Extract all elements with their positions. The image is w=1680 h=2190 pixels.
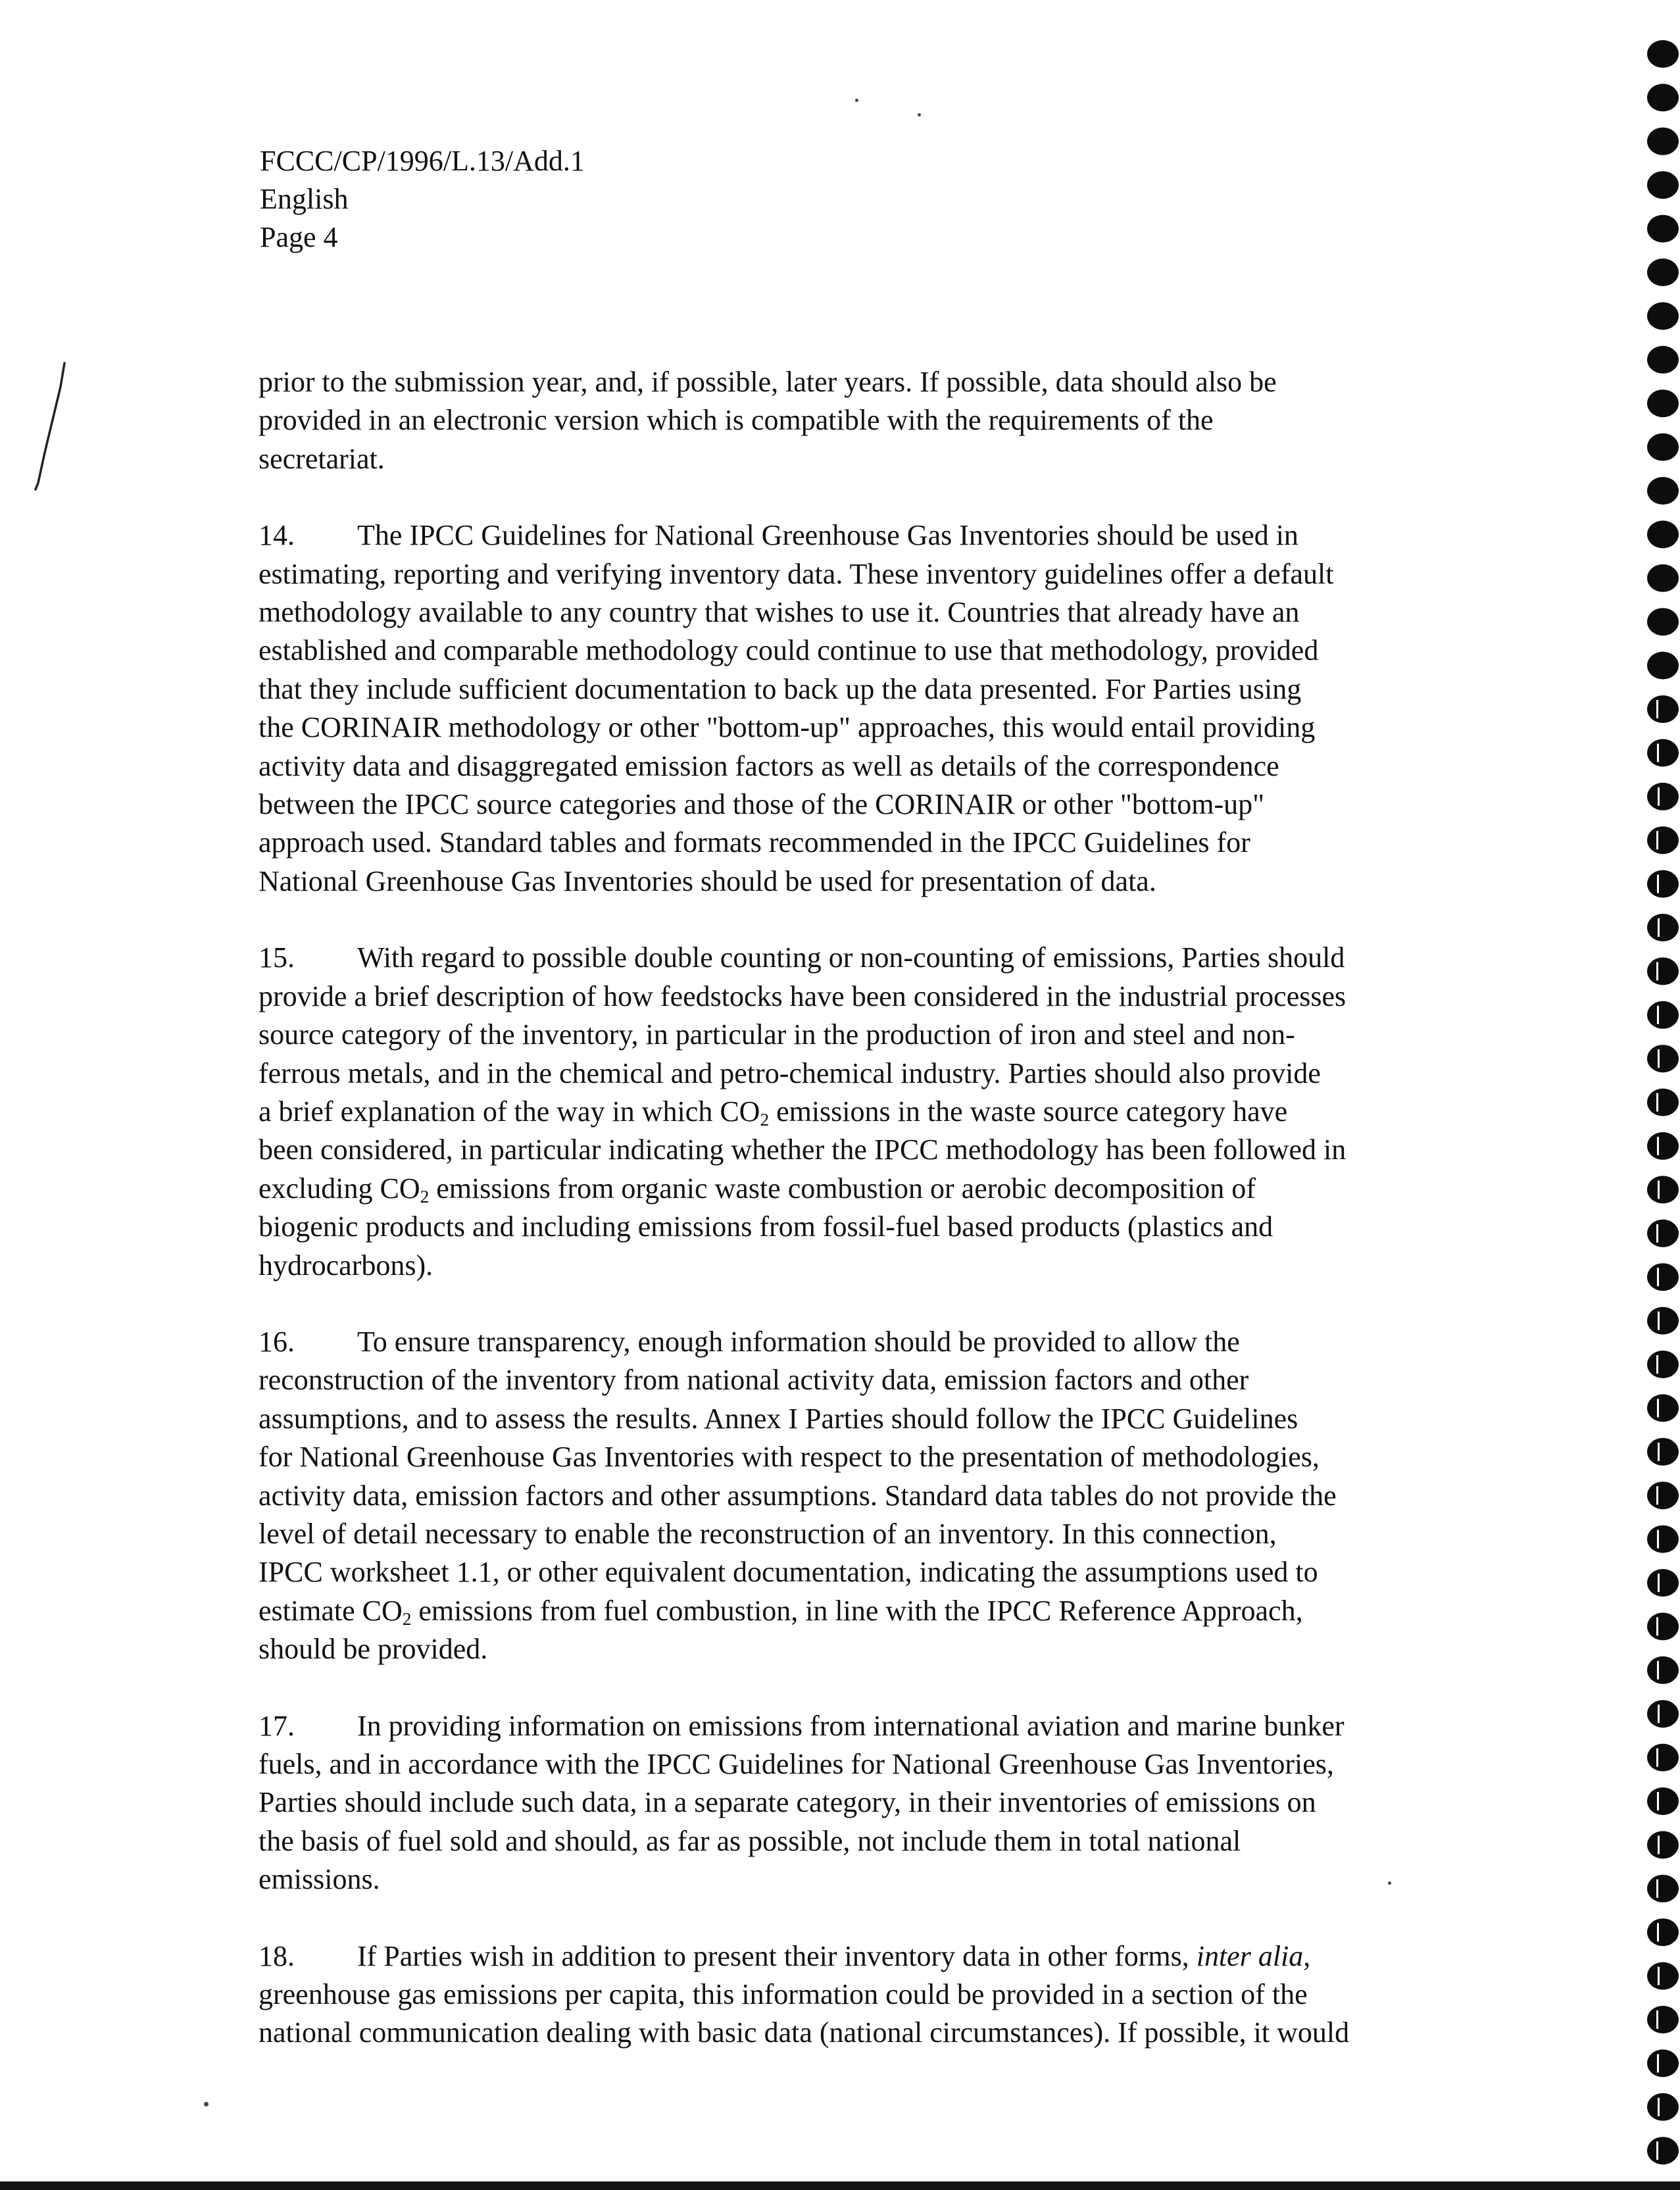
text-line bbox=[259, 709, 1564, 747]
paragraph-number: 17. bbox=[259, 1709, 295, 1742]
text-line bbox=[259, 1131, 1564, 1169]
subscript: 2 bbox=[402, 1608, 412, 1629]
paragraph bbox=[259, 1323, 1564, 1669]
binding-hole bbox=[1647, 914, 1679, 941]
binding-hole bbox=[1647, 826, 1679, 854]
text-line bbox=[259, 1361, 1564, 1399]
scan-speck bbox=[918, 113, 921, 116]
binding-hole bbox=[1647, 477, 1679, 505]
line-text: secretariat. bbox=[259, 442, 385, 475]
text-line bbox=[259, 1745, 1564, 1783]
line-text: To ensure transparency, enough information should be provided to allow the bbox=[357, 1325, 1240, 1358]
binding-hole bbox=[1647, 1612, 1679, 1640]
binding-holes bbox=[1634, 33, 1680, 2190]
binding-hole-highlight bbox=[1657, 1399, 1659, 1417]
text-line bbox=[259, 1323, 1564, 1361]
line-text: should be provided. bbox=[259, 1633, 488, 1666]
document-language: English bbox=[260, 183, 349, 215]
binding-hole bbox=[1647, 870, 1679, 898]
binding-hole bbox=[1647, 1700, 1679, 1728]
binding-hole-highlight bbox=[1656, 2010, 1658, 2029]
document-header bbox=[260, 142, 585, 257]
scan-speck bbox=[855, 99, 858, 102]
line-text: established and comparable methodology could continue to use that methodology, provided bbox=[259, 634, 1319, 667]
binding-hole bbox=[1647, 40, 1679, 68]
text-line bbox=[259, 1822, 1564, 1860]
binding-hole-highlight bbox=[1657, 1923, 1659, 1941]
text-line bbox=[259, 440, 1564, 478]
line-text: the basis of fuel sold and should, as far as possible, not include them in total national bbox=[259, 1824, 1241, 1857]
text-line bbox=[259, 516, 1564, 555]
binding-hole bbox=[1647, 1481, 1679, 1509]
binding-hole-highlight bbox=[1658, 1574, 1660, 1592]
binding-hole bbox=[1647, 1176, 1679, 1203]
paragraph bbox=[259, 1937, 1564, 2053]
binding-hole bbox=[1647, 346, 1679, 374]
line-text: level of detail necessary to enable the reconstruction of an inventory. In this connection, bbox=[259, 1517, 1277, 1550]
text-line bbox=[259, 1055, 1564, 1093]
binding-hole bbox=[1647, 1351, 1679, 1378]
line-text: provide a brief description of how feedstocks have been considered in the industrial processes bbox=[259, 980, 1346, 1012]
line-text: been considered, in particular indicating whether the IPCC methodology has been followed in bbox=[259, 1133, 1346, 1166]
binding-hole bbox=[1647, 1307, 1679, 1335]
text-line bbox=[259, 1783, 1564, 1822]
binding-hole bbox=[1647, 1220, 1679, 1247]
text-line bbox=[259, 1937, 1564, 1976]
binding-hole bbox=[1647, 434, 1679, 461]
line-text: methodology available to any country that wishes to use it. Countries that already have an bbox=[259, 596, 1300, 629]
line-text: assumptions, and to assess the results. Annex I Parties should follow the IPCC Guidelines bbox=[259, 1402, 1298, 1435]
binding-hole bbox=[1647, 259, 1679, 286]
binding-hole bbox=[1647, 1089, 1679, 1116]
line-text: fuels, and in accordance with the IPCC Guidelines for National Greenhouse Gas Inventories, bbox=[259, 1748, 1334, 1780]
binding-hole bbox=[1647, 783, 1679, 810]
line-text: between the IPCC source categories and those of the CORINAIR or other "bottom-up" bbox=[259, 788, 1265, 821]
text-line bbox=[259, 1477, 1564, 1515]
line-text: national communication dealing with basic data (national circumstances). If possible, it would bbox=[259, 2016, 1350, 2049]
binding-hole bbox=[1647, 302, 1679, 330]
text-line bbox=[259, 1515, 1564, 1553]
line-text: greenhouse gas emissions per capita, this information could be provided in a section of the bbox=[259, 1978, 1308, 2011]
binding-hole bbox=[1647, 1962, 1679, 1990]
text-line bbox=[259, 555, 1564, 593]
paragraph bbox=[259, 939, 1564, 1285]
binding-hole-highlight bbox=[1657, 1530, 1659, 1549]
document-symbol: FCCC/CP/1996/L.13/Add.1 bbox=[260, 145, 585, 177]
line-text: biogenic products and including emissions from fossil-fuel based products (plastics and bbox=[259, 1210, 1273, 1243]
binding-hole-highlight bbox=[1657, 2054, 1659, 2072]
text-line bbox=[259, 1400, 1564, 1438]
text-line bbox=[259, 1208, 1564, 1246]
text-line bbox=[259, 1860, 1564, 1899]
binding-hole-highlight bbox=[1656, 1093, 1658, 1112]
text-line bbox=[259, 632, 1564, 670]
text-line bbox=[259, 1093, 1564, 1131]
text-line bbox=[259, 2014, 1564, 2052]
line-text: In providing information on emissions from international aviation and marine bunker bbox=[357, 1709, 1345, 1742]
binding-hole bbox=[1647, 2006, 1679, 2033]
binding-hole bbox=[1647, 1394, 1679, 1422]
line-text: Parties should include such data, in a separate category, in their inventories of emissions on bbox=[259, 1786, 1316, 1819]
binding-hole bbox=[1647, 1526, 1679, 1553]
binding-hole-highlight bbox=[1657, 1661, 1659, 1680]
binding-hole bbox=[1647, 2137, 1679, 2164]
binding-hole-highlight bbox=[1657, 1006, 1659, 1024]
binding-hole bbox=[1647, 1918, 1679, 1946]
line-text: The IPCC Guidelines for National Greenhouse Gas Inventories should be used in bbox=[357, 519, 1298, 552]
line-text: ferrous metals, and in the chemical and petro-chemical industry. Parties should also provide bbox=[259, 1057, 1321, 1089]
line-text: excluding CO bbox=[259, 1172, 420, 1205]
paragraph bbox=[259, 516, 1564, 901]
line-text: activity data, emission factors and other assumptions. Standard data tables do not provide the bbox=[259, 1479, 1337, 1512]
binding-hole bbox=[1647, 957, 1679, 985]
binding-hole-highlight bbox=[1656, 962, 1658, 980]
binding-hole bbox=[1647, 520, 1679, 548]
binding-hole-highlight bbox=[1657, 875, 1659, 893]
binding-hole-highlight bbox=[1656, 1355, 1658, 1374]
text-line bbox=[259, 1707, 1564, 1745]
text-line bbox=[259, 978, 1564, 1016]
line-text: With regard to possible double counting or non-counting of emissions, Parties should bbox=[357, 941, 1345, 974]
italic-text: inter alia bbox=[1196, 1939, 1304, 1972]
margin-pen-mark bbox=[26, 361, 72, 492]
line-text: emissions. bbox=[259, 1863, 380, 1896]
binding-hole bbox=[1647, 695, 1679, 723]
text-line bbox=[259, 939, 1564, 977]
binding-hole bbox=[1647, 128, 1679, 155]
binding-hole-highlight bbox=[1658, 1312, 1660, 1330]
binding-hole-highlight bbox=[1656, 1879, 1658, 1898]
text-line bbox=[259, 1438, 1564, 1476]
binding-hole-highlight bbox=[1658, 1835, 1660, 1854]
text-line bbox=[259, 670, 1564, 709]
text-line bbox=[259, 824, 1564, 862]
binding-hole bbox=[1647, 389, 1679, 417]
binding-hole-highlight bbox=[1656, 831, 1658, 849]
binding-hole-highlight bbox=[1656, 700, 1658, 718]
binding-hole bbox=[1647, 1045, 1679, 1072]
binding-hole-highlight bbox=[1658, 1180, 1660, 1199]
binding-hole bbox=[1647, 1787, 1679, 1815]
text-line bbox=[259, 785, 1564, 824]
binding-hole bbox=[1647, 1744, 1679, 1772]
binding-hole-highlight bbox=[1658, 2098, 1660, 2116]
line-text: National Greenhouse Gas Inventories should be used for presentation of data. bbox=[259, 864, 1156, 897]
line-text: IPCC worksheet 1.1, or other equivalent documentation, indicating the assumptions used to bbox=[259, 1556, 1318, 1589]
binding-hole-highlight bbox=[1658, 1443, 1660, 1461]
binding-hole bbox=[1647, 1831, 1679, 1858]
line-text: If Parties wish in addition to present their inventory data in other forms, bbox=[357, 1939, 1197, 1972]
binding-hole-highlight bbox=[1658, 1705, 1660, 1723]
binding-hole-highlight bbox=[1657, 743, 1659, 762]
binding-hole bbox=[1647, 1569, 1679, 1597]
binding-hole bbox=[1647, 652, 1679, 680]
text-line bbox=[259, 1976, 1564, 2014]
binding-hole bbox=[1647, 1263, 1679, 1291]
line-text: provided in an electronic version which is compatible with the requirements of the bbox=[259, 404, 1214, 437]
binding-hole-highlight bbox=[1658, 787, 1660, 806]
line-text: emissions from fuel combustion, in line with the IPCC Reference Approach, bbox=[411, 1594, 1303, 1627]
subscript: 2 bbox=[760, 1109, 770, 1130]
paragraph bbox=[259, 363, 1564, 478]
binding-hole-highlight bbox=[1658, 1967, 1660, 1985]
text-line bbox=[259, 1170, 1564, 1208]
binding-hole-highlight bbox=[1656, 1486, 1658, 1505]
line-text: approach used. Standard tables and formats recommended in the IPCC Guidelines for bbox=[259, 826, 1250, 859]
binding-hole-highlight bbox=[1657, 1268, 1659, 1286]
text-line bbox=[259, 593, 1564, 632]
line-text: , bbox=[1303, 1939, 1311, 1972]
document-body bbox=[259, 363, 1564, 2091]
binding-hole bbox=[1647, 1001, 1679, 1029]
binding-hole bbox=[1647, 2049, 1679, 2077]
line-text: estimate CO bbox=[259, 1594, 403, 1627]
scan-speck bbox=[204, 2102, 209, 2106]
binding-hole bbox=[1647, 739, 1679, 766]
line-text: source category of the inventory, in particular in the production of iron and steel and non- bbox=[259, 1018, 1295, 1051]
text-line bbox=[259, 1553, 1564, 1591]
text-line bbox=[259, 862, 1564, 901]
paragraph-number: 15. bbox=[259, 941, 295, 974]
binding-hole-highlight bbox=[1656, 1749, 1658, 1767]
binding-hole bbox=[1647, 171, 1679, 199]
binding-hole bbox=[1647, 1438, 1679, 1466]
line-text: for National Greenhouse Gas Inventories with respect to the presentation of methodologies, bbox=[259, 1441, 1320, 1474]
binding-hole-highlight bbox=[1656, 1224, 1658, 1243]
text-line bbox=[259, 1630, 1564, 1668]
binding-hole bbox=[1647, 215, 1679, 243]
binding-hole bbox=[1647, 564, 1679, 592]
scan-speck bbox=[1388, 1881, 1391, 1885]
paragraph-number: 18. bbox=[259, 1939, 295, 1972]
page-number: Page 4 bbox=[260, 221, 338, 253]
binding-hole-highlight bbox=[1656, 2141, 1658, 2160]
subscript: 2 bbox=[420, 1186, 430, 1207]
binding-hole bbox=[1647, 608, 1679, 635]
line-text: the CORINAIR methodology or other "bottom-up" approaches, this would entail providing bbox=[259, 711, 1316, 744]
binding-hole bbox=[1647, 2093, 1679, 2121]
binding-hole-highlight bbox=[1656, 1617, 1658, 1635]
paragraph bbox=[259, 1707, 1564, 1899]
line-text: that they include sufficient documentation to back up the data presented. For Parties using bbox=[259, 672, 1302, 705]
paragraph-number: 16. bbox=[259, 1325, 295, 1358]
text-line bbox=[259, 1247, 1564, 1285]
binding-hole-highlight bbox=[1657, 1792, 1659, 1810]
binding-hole-highlight bbox=[1657, 1137, 1659, 1155]
binding-hole-highlight bbox=[1658, 1049, 1660, 1068]
binding-hole bbox=[1647, 1656, 1679, 1684]
line-text: emissions from organic waste combustion or aerobic decomposition of bbox=[429, 1172, 1256, 1205]
line-text: estimating, reporting and verifying inventory data. These inventory guidelines offer a default bbox=[259, 557, 1334, 590]
paragraph-number: 14. bbox=[259, 519, 295, 552]
line-text: activity data and disaggregated emission factors as well as details of the correspondence bbox=[259, 749, 1279, 782]
binding-hole bbox=[1647, 1132, 1679, 1160]
line-text: a brief explanation of the way in which CO bbox=[259, 1095, 760, 1128]
line-text: reconstruction of the inventory from national activity data, emission factors and other bbox=[259, 1364, 1249, 1397]
binding-hole bbox=[1647, 1875, 1679, 1903]
line-text: emissions in the waste source category have bbox=[769, 1095, 1288, 1128]
text-line bbox=[259, 747, 1564, 785]
binding-hole-highlight bbox=[1658, 918, 1660, 937]
text-line bbox=[259, 1592, 1564, 1630]
text-line bbox=[259, 1016, 1564, 1054]
text-line bbox=[259, 363, 1564, 401]
text-line bbox=[259, 401, 1564, 439]
line-text: prior to the submission year, and, if possible, later years. If possible, data should also be bbox=[259, 366, 1277, 398]
binding-hole bbox=[1647, 84, 1679, 111]
scan-edge bbox=[0, 2181, 1680, 2190]
line-text: hydrocarbons). bbox=[259, 1249, 433, 1282]
